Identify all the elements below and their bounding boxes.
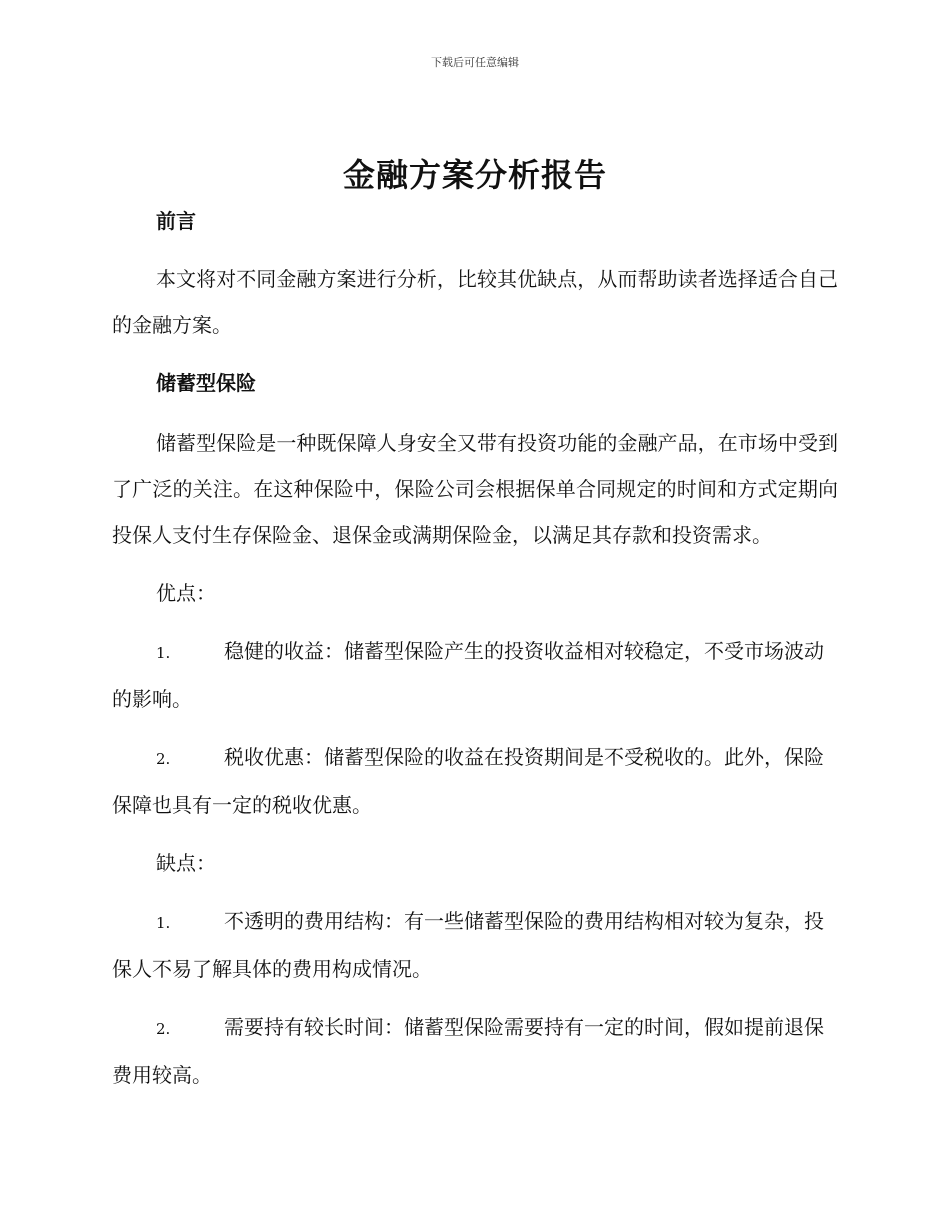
list-item-text: 不透明的费用结构：有一些储蓄型保险的费用结构相对较为复杂，投保人不易了解具体的费用构成情况。	[112, 909, 824, 981]
list-number: 2.	[156, 1020, 171, 1038]
cons-item	[112, 1004, 838, 1098]
pros-item	[112, 628, 838, 722]
cons-item	[112, 898, 838, 992]
list-item-text: 税收优惠：储蓄型保险的收益在投资期间是不受税收的。此外，保险保障也具有一定的税收优惠。	[112, 745, 824, 817]
section-heading-preface: 前言	[156, 209, 196, 233]
list-number: 2.	[156, 750, 171, 768]
cons-label: 缺点：	[156, 851, 216, 875]
list-number: 1.	[156, 644, 171, 662]
list-number: 1.	[156, 914, 171, 932]
list-item-text: 稳健的收益：储蓄型保险产生的投资收益相对较稳定，不受市场波动的影响。	[112, 639, 824, 711]
pros-label: 优点：	[156, 581, 216, 605]
header-note: 下载后可任意编辑	[431, 56, 519, 69]
section-heading-savings-insurance: 储蓄型保险	[156, 371, 256, 395]
document-body	[112, 198, 838, 1098]
pros-item	[112, 734, 838, 828]
list-item-text: 需要持有较长时间：储蓄型保险需要持有一定的时间，假如提前退保费用较高。	[112, 1015, 824, 1087]
preface-paragraph: 本文将对不同金融方案进行分析，比较其优缺点，从而帮助读者选择适合自己的金融方案。	[112, 267, 838, 337]
document-title: 金融方案分析报告	[342, 156, 607, 194]
savings-insurance-paragraph: 储蓄型保险是一种既保障人身安全又带有投资功能的金融产品，在市场中受到了广泛的关注。在这种保险中，保险公司会根据保单合同规定的时间和方式定期向投保人支付生存保险金、退保金或满期保险金，以满足其存款和投资需求。	[112, 431, 838, 547]
